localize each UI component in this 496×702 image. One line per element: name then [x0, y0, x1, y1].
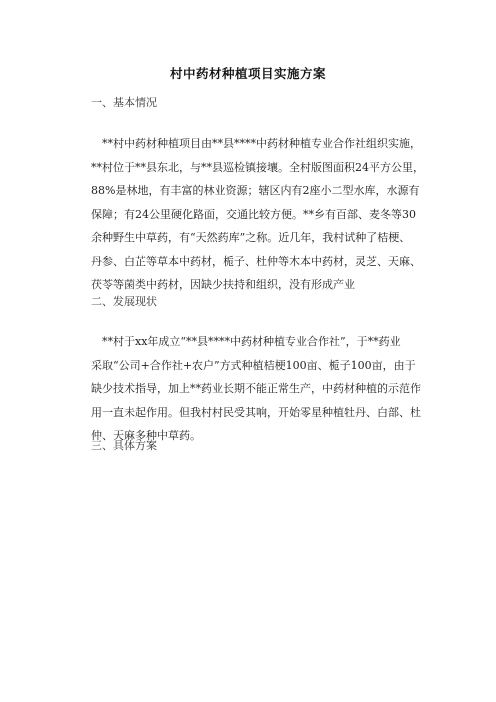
document-title: 村中药材种植项目实施方案	[169, 66, 326, 81]
paragraph-line: **村位于**县东北，与**县巡检镇接壤。全村版图面积24平方公里，	[91, 160, 424, 174]
section-heading-plan: 三、具体方案	[91, 439, 157, 452]
paragraph-line: 88%是林地，有丰富的林业资源；辖区内有2座小二型水库，水源有	[91, 184, 420, 197]
paragraph-line: 茯苓等菌类中药材，因缺少扶持和组织，没有形成产业	[91, 278, 355, 291]
paragraph-line: 缺少技术指导，加上**药业长期不能正常生产，中药材种植的示范作	[91, 382, 421, 395]
paragraph-line: 仲、天麻多种中草药。	[91, 429, 201, 442]
section-heading-status: 二、发展现状	[91, 295, 157, 308]
paragraph-line: 丹参、白芷等草本中药材，栀子、杜仲等木本中药材，灵芝、天麻、	[91, 254, 421, 268]
section-paragraph-basic	[91, 132, 446, 297]
paragraph-line: 余种野生中草药，有“天然药库”之称。近几年，我村试种了桔梗、	[91, 231, 411, 244]
paragraph-line: 保障；有24公里硬化路面，交通比较方便。**乡有百部、麦冬等30	[91, 207, 416, 221]
section-heading-basic: 一、基本情况	[91, 96, 157, 109]
paragraph-line: 采取“公司+合作社+农户”方式种植桔梗100亩、栀子100亩，由于	[91, 358, 416, 372]
paragraph-line: **村于xx年成立“**县****中药材种植专业合作社”，于**药业	[91, 335, 401, 348]
paragraph-line: **村中药材种植项目由**县****中药材种植专业合作社组织实施，	[91, 137, 421, 150]
paragraph-line: 用一直未起作用。但我村村民受其响，开始零星种植牡丹、白部、杜	[91, 405, 421, 419]
section-paragraph-status	[91, 330, 446, 448]
